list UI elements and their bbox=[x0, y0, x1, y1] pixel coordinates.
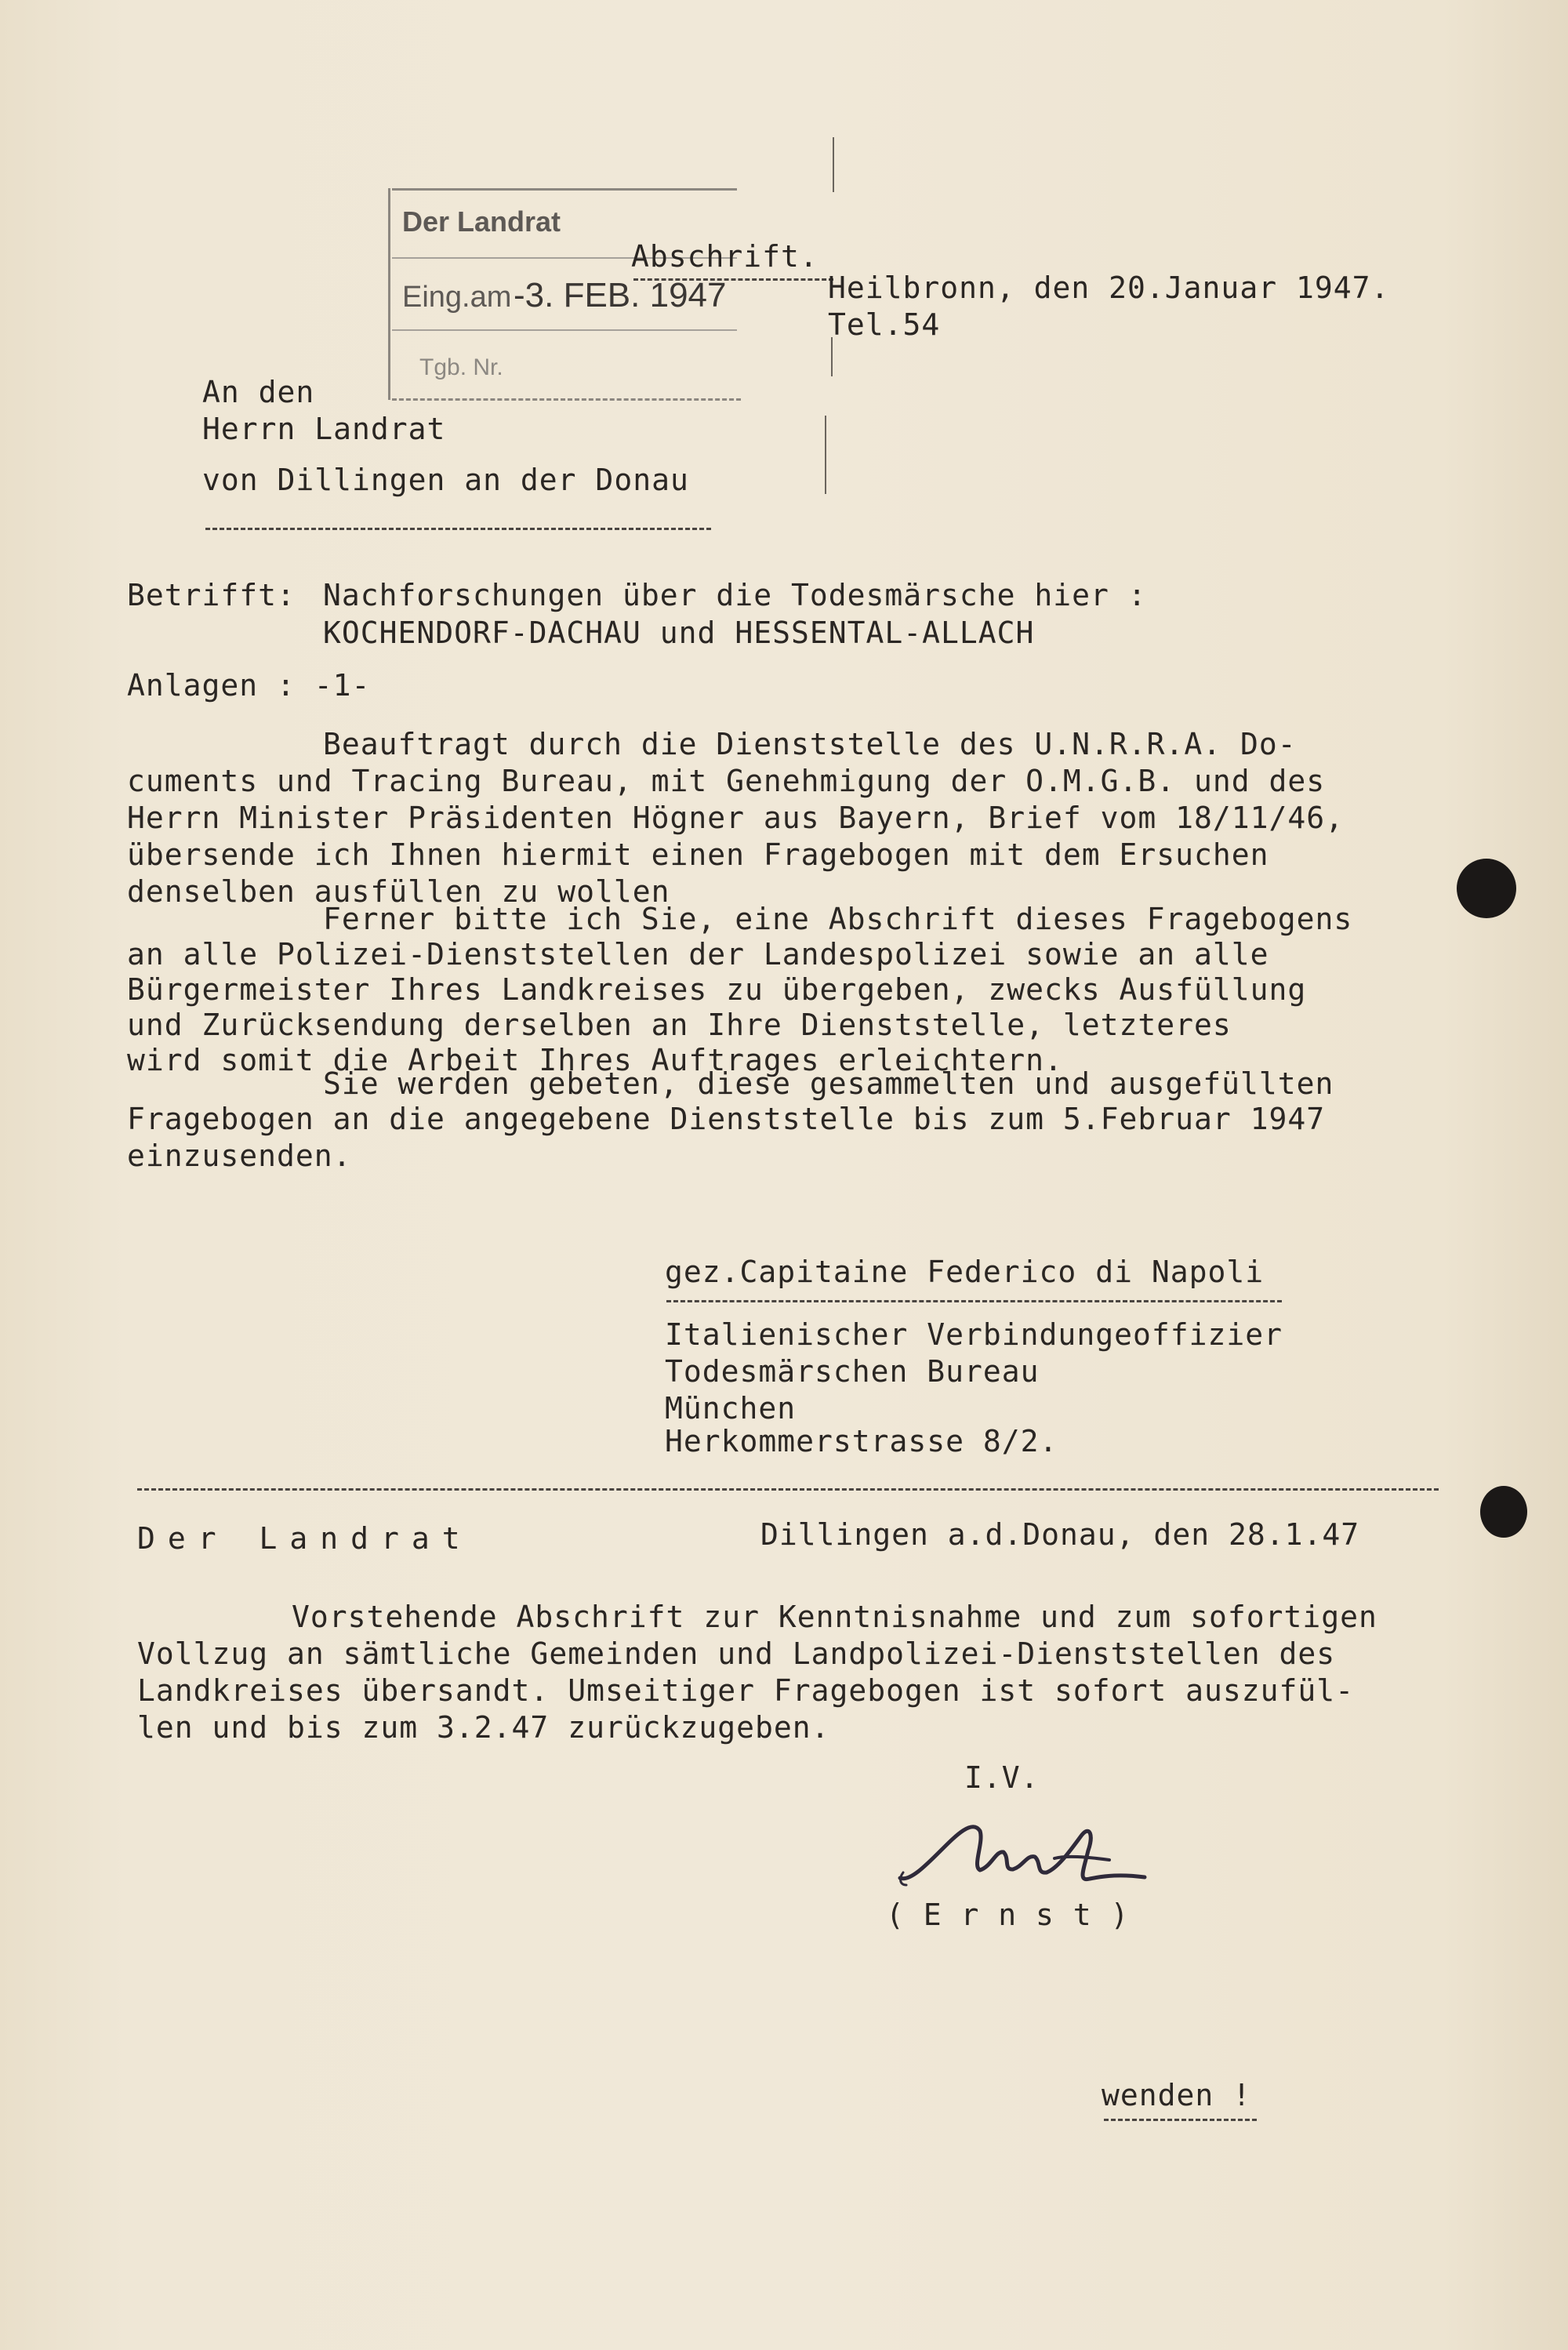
phone: Tel.54 bbox=[828, 307, 941, 342]
signatory-title: Italienischer Verbindungeoffizier bbox=[665, 1317, 1283, 1352]
stamp-office: Der Landrat bbox=[402, 205, 561, 238]
body-line: an alle Polizei-Dienststellen der Landespolizei sowie an alle bbox=[127, 937, 1269, 972]
subject-label: Betrifft: bbox=[127, 578, 296, 612]
margin-mark bbox=[833, 137, 834, 192]
body-line: und Zurücksendung derselben an Ihre Dienststelle, letzteres bbox=[127, 1008, 1232, 1042]
signature-rule bbox=[666, 1300, 1282, 1302]
body-line: cuments und Tracing Bureau, mit Genehmigung der O.M.G.B. und des bbox=[127, 764, 1326, 798]
recipient-line1: An den bbox=[202, 375, 315, 409]
on-behalf-label: I.V. bbox=[964, 1760, 1040, 1795]
recipient-line2: Herrn Landrat bbox=[202, 412, 446, 446]
recipient-rule bbox=[205, 528, 711, 530]
recipient-line3: von Dillingen an der Donau bbox=[202, 463, 689, 497]
subject-line2: KOCHENDORF-DACHAU und HESSENTAL-ALLACH bbox=[323, 616, 1035, 650]
margin-mark bbox=[831, 337, 833, 376]
endorsement-place-date: Dillingen a.d.Donau, den 28.1.47 bbox=[760, 1517, 1360, 1552]
turn-over-note: wenden ! bbox=[1102, 2078, 1252, 2112]
handwritten-signature bbox=[894, 1803, 1160, 1905]
margin-mark bbox=[825, 416, 826, 494]
bureau-street: Herkommerstrasse 8/2. bbox=[665, 1424, 1058, 1458]
stamp-received-date: -3. FEB. 1947 bbox=[514, 276, 727, 314]
body-line: einzusenden. bbox=[127, 1139, 352, 1173]
bureau-name: Todesmärschen Bureau bbox=[665, 1354, 1040, 1389]
body-line: Bürgermeister Ihres Landkreises zu übergeben, zwecks Ausfüllung bbox=[127, 972, 1307, 1007]
turn-over-underline bbox=[1104, 2119, 1257, 2121]
endorsement-line: Vollzug an sämtliche Gemeinden und Landpolizei-Dienststellen des bbox=[137, 1636, 1336, 1671]
stamp-journal-label: Tgb. Nr. bbox=[419, 354, 503, 380]
body-line: denselben ausfüllen zu wollen bbox=[127, 874, 670, 909]
attachments: Anlagen : -1- bbox=[127, 668, 371, 703]
body-line: Ferner bitte ich Sie, eine Abschrift dieses Fragebogens bbox=[323, 902, 1353, 936]
body-line: Fragebogen an die angegebene Dienststelle bis zum 5.Februar 1947 bbox=[127, 1102, 1326, 1136]
endorsement-line: len und bis zum 3.2.47 zurückzugeben. bbox=[137, 1710, 830, 1745]
body-line: Beauftragt durch die Dienststelle des U.N.R.R.A. Do- bbox=[323, 727, 1297, 761]
body-line: Herrn Minister Präsidenten Högner aus Bayern, Brief vom 18/11/46, bbox=[127, 801, 1345, 835]
endorsement-line: Vorstehende Abschrift zur Kenntnisnahme und zum sofortigen bbox=[292, 1600, 1377, 1634]
copy-label: Abschrift. bbox=[631, 239, 818, 274]
body-line: übersende ich Ihnen hiermit einen Fragebogen mit dem Ersuchen bbox=[127, 837, 1269, 872]
endorsement-office: Der Landrat bbox=[137, 1521, 473, 1556]
signed-by: gez.Capitaine Federico di Napoli bbox=[665, 1255, 1265, 1289]
body-line: Sie werden gebeten, diese gesammelten und ausgefüllten bbox=[323, 1066, 1334, 1101]
place-date: Heilbronn, den 20.Januar 1947. bbox=[828, 271, 1390, 305]
bureau-city: München bbox=[665, 1391, 797, 1426]
signatory-name: ( E r n s t ) bbox=[886, 1898, 1130, 1932]
endorsement-line: Landkreises übersandt. Umseitiger Fragebogen ist sofort auszufül- bbox=[137, 1673, 1355, 1708]
body-line: wird somit die Arbeit Ihres Auftrages erleichtern. bbox=[127, 1043, 1063, 1077]
subject-line1: Nachforschungen über die Todesmärsche hier : bbox=[323, 578, 1147, 612]
punch-hole bbox=[1457, 859, 1516, 918]
section-separator bbox=[137, 1488, 1439, 1491]
punch-hole bbox=[1480, 1486, 1527, 1538]
received-stamp bbox=[388, 188, 745, 408]
stamp-received-label: Eing.am bbox=[402, 281, 512, 314]
copy-label-underline bbox=[633, 278, 833, 281]
